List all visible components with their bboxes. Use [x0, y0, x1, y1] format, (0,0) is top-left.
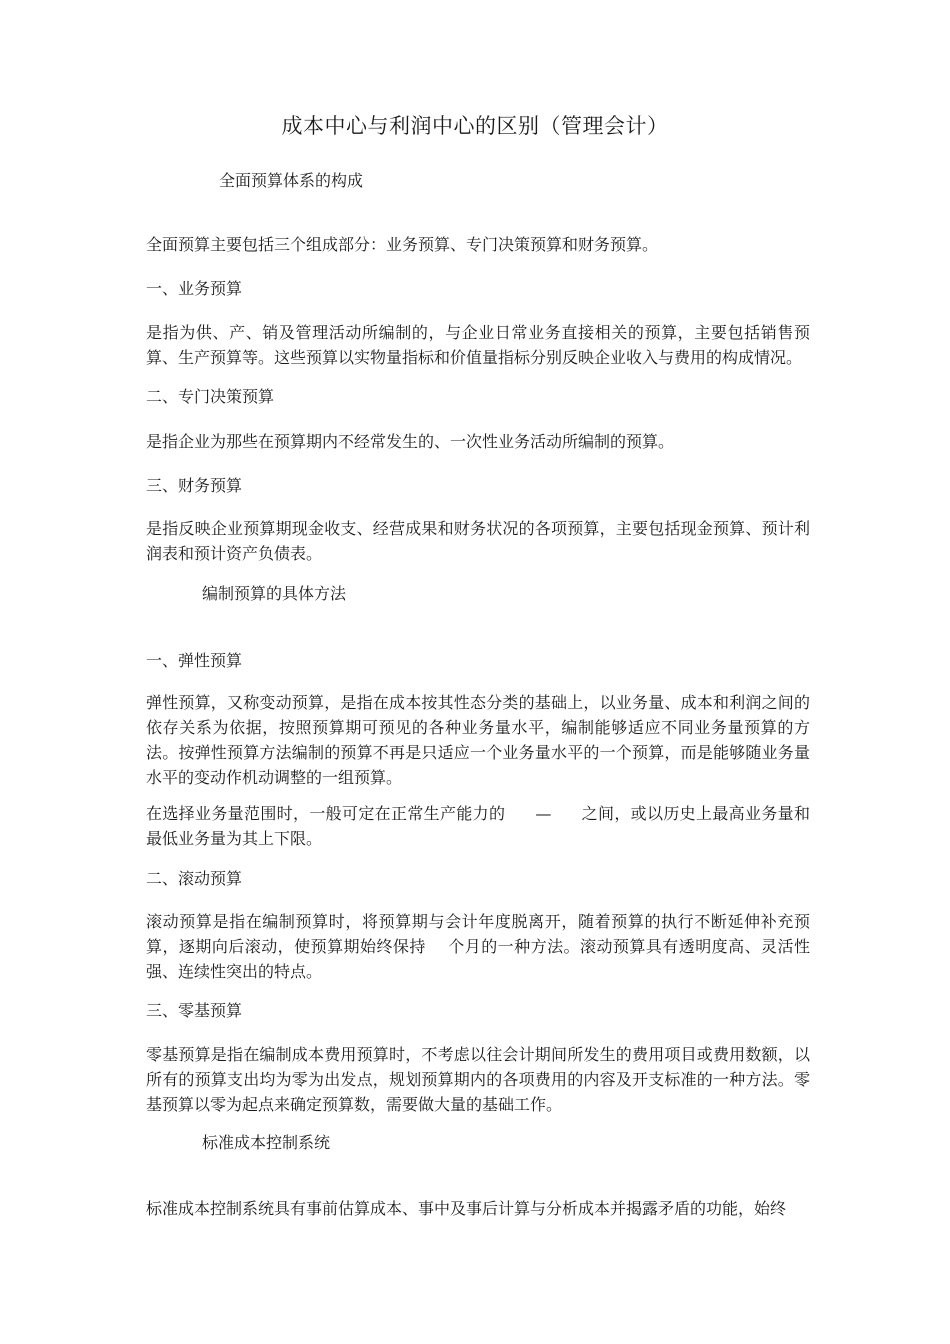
paragraph-flexible-budget: 弹性预算，又称变动预算，是指在成本按其性态分类的基础上，以业务量、成本和利润之间的依存关系为依据，按照预算期可预见的各种业务量水平，编制能够适应不同业务量预算的方法。按弹性预算方法编制的预算不再是只适应一个业务量水平的一个预算，而是能够随业务量水平的变动作机动调整的一组预算。	[146, 693, 810, 787]
rolling-budget-text-end: 个月的一种方法。滚动预算具有透明度高、灵活性强、连续性突出的特点。	[146, 937, 810, 981]
paragraph-business-budget: 是指为供、产、销及管理活动所编制的，与企业日常业务直接相关的预算，主要包括销售预算、生产预算等。这些预算以实物量指标和价值量指标分别反映企业收入与费用的构成情况。	[146, 323, 810, 367]
rolling-budget-text-start: 滚动预算是指在编制预算时，将预算期与会计年度脱离开，随着预算的执行不断延伸补充预算，逐期向后滚动，使预算期始终保持	[146, 912, 810, 956]
section-heading-standard-cost: 标准成本控制系统	[202, 1133, 331, 1152]
heading-zero-based-budget: 三、零基预算	[146, 1001, 243, 1020]
heading-financial-budget: 三、财务预算	[146, 476, 243, 495]
paragraph-standard-cost: 标准成本控制系统具有事前估算成本、事中及事后计算与分析成本并揭露矛盾的功能，始终	[146, 1199, 787, 1218]
heading-rolling-budget: 二、滚动预算	[146, 869, 243, 888]
volume-range-text-end: 之间，或以历史上最高业务量和最低业务量为其上下限。	[146, 804, 810, 848]
section-heading-budget-system: 全面预算体系的构成	[219, 171, 364, 190]
heading-business-budget: 一、业务预算	[146, 279, 243, 298]
paragraph-zero-based-budget: 零基预算是指在编制成本费用预算时，不考虑以往会计期间所发生的费用项目或费用数额，以所有的预算支出均为零为出发点，规划预算期内的各项费用的内容及开支标准的一种方法。零基预算以零为起点来确定预算数，需要做大量的基础工作。	[146, 1045, 810, 1114]
heading-flexible-budget: 一、弹性预算	[146, 651, 243, 670]
range-dash: —	[535, 804, 552, 823]
paragraph-budget-intro: 全面预算主要包括三个组成部分：业务预算、专门决策预算和财务预算。	[146, 235, 659, 254]
document-title: 成本中心与利润中心的区别（管理会计）	[281, 114, 669, 138]
volume-range-text-start: 在选择业务量范围时，一般可定在正常生产能力的	[146, 804, 506, 823]
paragraph-special-decision-budget: 是指企业为那些在预算期内不经常发生的、一次性业务活动所编制的预算。	[146, 432, 675, 451]
section-heading-budget-methods: 编制预算的具体方法	[202, 584, 347, 603]
paragraph-business-volume-range	[146, 801, 810, 851]
paragraph-financial-budget: 是指反映企业预算期现金收支、经营成果和财务状况的各项预算，主要包括现金预算、预计利润表和预计资产负债表。	[146, 519, 810, 563]
heading-special-decision-budget: 二、专门决策预算	[146, 387, 275, 406]
paragraph-rolling-budget	[146, 909, 810, 984]
